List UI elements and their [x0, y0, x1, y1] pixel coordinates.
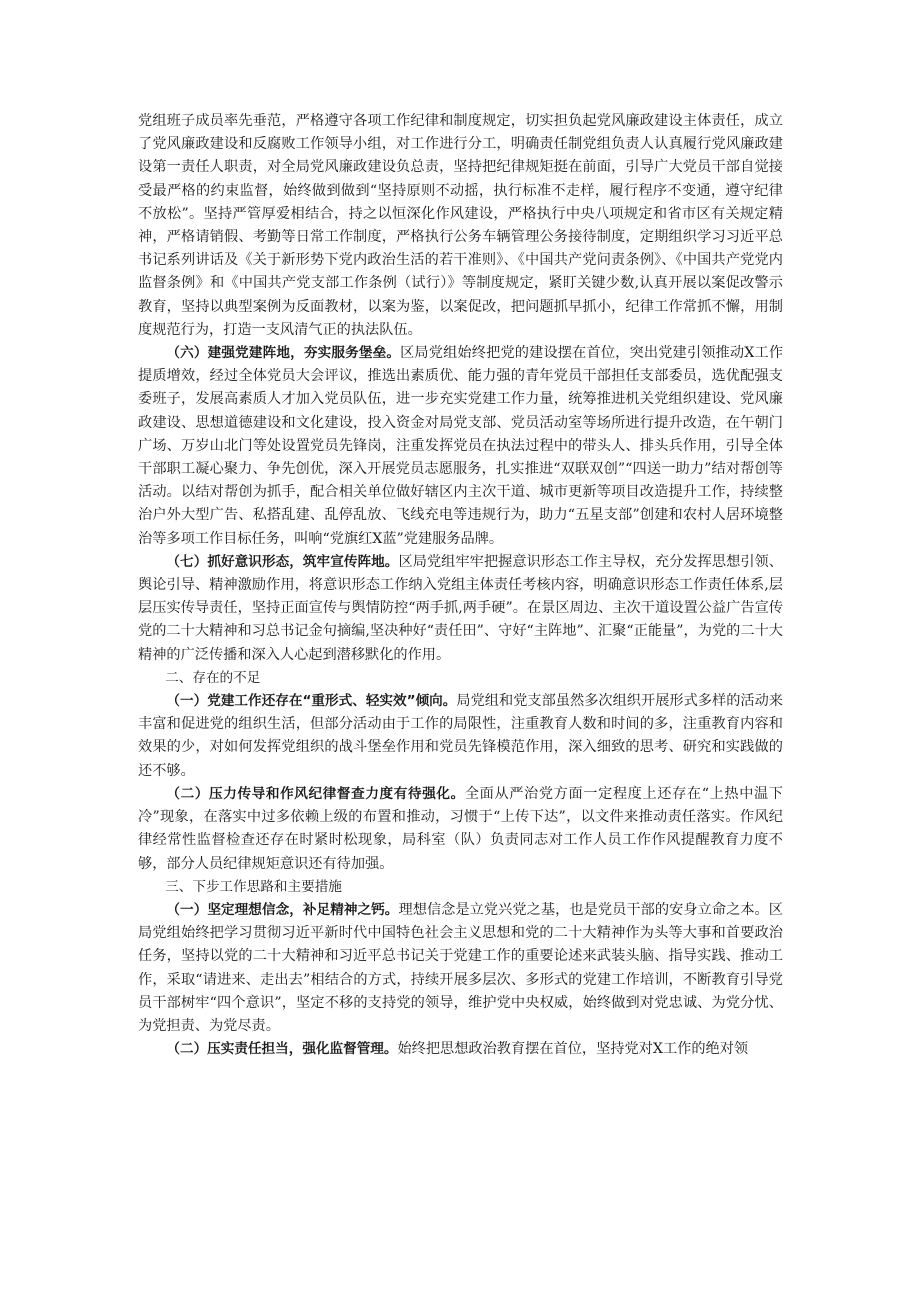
paragraph-pressure	[138, 783, 783, 876]
paragraph-responsibility	[138, 1038, 783, 1061]
paragraph-party-discipline	[138, 110, 783, 342]
paragraph-text: 全面从严治党方面一定程度上还存在“上热中温下冷”现象，在落实中过多依赖上级的布置和推动，习惯于“上传下达”，以文件来推动责任落实。作风纪律经常性监督检查还存在时紧时松现象，局科室（队）负责同志对工作人员工作作风提醒教育力度不够，部分人员纪律规矩意识还有待加强。	[138, 785, 783, 872]
paragraph-formalism	[138, 690, 783, 783]
paragraph-party-building	[138, 342, 783, 551]
paragraph-text: 始终把思想政治教育摆在首位，坚持党对X工作的绝对领	[397, 1041, 749, 1058]
paragraph-lead: （二）压力传导和作风纪律督查力度有待强化。	[166, 785, 465, 802]
document-body	[138, 110, 783, 1061]
section-heading-shortcomings: 二、存在的不足	[165, 669, 261, 686]
paragraph-lead: （七）抓好意识形态，筑牢宣传阵地。	[166, 553, 399, 570]
paragraph-lead: （六）建强党建阵地，夯实服务堡垒。	[166, 345, 401, 362]
paragraph-text: 党组班子成员率先垂范，严格遵守各项工作纪律和制度规定，切实担负起党风廉政建设主体责任，成立了党风廉政建设和反腐败工作领导小组，对工作进行分工，明确责任制党组负责人认真履行党风廉政建设第一责任人职责，对全局党风廉政建设负总责，坚持把纪律规矩挺在前面，引导广大党员干部自觉接受最严格的约束监督，始终做到做到“坚持原则不动摇，执行标准不走样，履行程序不变通，遵守纪律不放松”。坚持严管厚爱相结合，持之以恒深化作风建设，严格执行中央八项规定和省市区有关规定精神，严格请销假、考勤等日常工作制度，严格执行公务车辆管理公务接待制度，定期组织学习习近平总书记系列讲话及《关于新形势下党内政治生活的若干准则》、《中国共产党问责条例》、《中国共产党党内监督条例》和《中国共产党支部工作条例（试行）》等制度规定，紧盯关键少数,认真开展以案促改警示教育，坚持以典型案例为反面教材，以案为鉴，以案促改，把问题抓早抓小，纪律工作常抓不懈，用制度规范行为，打造一支风清气正的执法队伍。	[138, 113, 783, 338]
paragraph-text: 区局党组牢牢把握意识形态工作主导权，充分发挥思想引领、舆论引导、精神激励作用，将意识形态工作纳入党组主体责任考核内容，明确意识形态工作责任体系,层层压实传导责任，坚持正面宣传与舆情防控“两手抓,两手硬”。在景区周边、主次干道设置公益广告宣传党的二十大精神和习总书记金句摘编,坚决种好“责任田”、守好“主阵地”、汇聚“正能量”，为党的二十大精神的广泛传播和深入人心起到潜移默化的作用。	[138, 553, 783, 663]
paragraph-lead: （一）党建工作还存在“重形式、轻实效”倾向。	[166, 693, 457, 710]
paragraph-ideals	[138, 899, 783, 1038]
paragraph-lead: （二）压实责任担当，强化监督管理。	[166, 1041, 398, 1058]
paragraph-lead: （一）坚定理想信念，补足精神之钙。	[166, 901, 399, 918]
paragraph-text: 局党组和党支部虽然多次组织开展形式多样的活动来丰富和促进党的组织生活，但部分活动由于工作的局限性，注重教育人数和时间的多，注重教育内容和效果的少，对如何发挥党组织的战斗堡垒作用和党员先锋模范作用，深入细致的思考、研究和实践做的还不够。	[138, 693, 783, 779]
paragraph-ideology	[138, 551, 783, 667]
paragraph-text: 区局党组始终把党的建设摆在首位，突出党建引领推动X工作提质增效，经过全体党员大会评议，推选出素质优、能力强的青年党员干部担任支部委员，选优配强支委班子，发展高素质人才加入党员队伍，进一步充实党建工作力量，统筹推进机关党组织建设、党风廉政建设、思想道德建设和文化建设，投入资金对局党支部、党员活动室等场所进行提升改造，在午朝门广场、万岁山北门等处设置党员先锋岗，注重发挥党员在执法过程中的带头人、排头兵作用，引导全体干部职工凝心聚力、争先创优，深入开展党员志愿服务，扎实推进“双联双创”“四送一助力”结对帮创等活动。以结对帮创为抓手，配合相关单位做好辖区内主次干道、城市更新等项目改造提升工作，持续整治户外大型广告、私搭乱建、乱停乱放、飞线充电等违规行为，助力“五星支部”创建和农村人居环境整治等多项工作目标任务，叫响“党旗红X蓝”党建服务品牌。	[138, 345, 784, 547]
paragraph-text: 理想信念是立党兴党之基，也是党员干部的安身立命之本。区局党组始终把学习贯彻习近平新时代中国特色社会主义思想和党的二十大精神作为头等大事和首要政治任务，坚持以党的二十大精神和习近平总书记关于党建工作的重要论述来武装头脑、指导实践、推动工作，采取“请进来、走出去”相结合的方式，持续开展多层次、多形式的党建工作培训，不断教育引导党员干部树牢“四个意识”，坚定不移的支持党的领导，维护党中央权威，始终做到对党忠诚、为党分忧、为党担责、为党尽责。	[138, 901, 783, 1034]
section-heading-next-steps: 三、下步工作思路和主要措施	[165, 878, 342, 895]
